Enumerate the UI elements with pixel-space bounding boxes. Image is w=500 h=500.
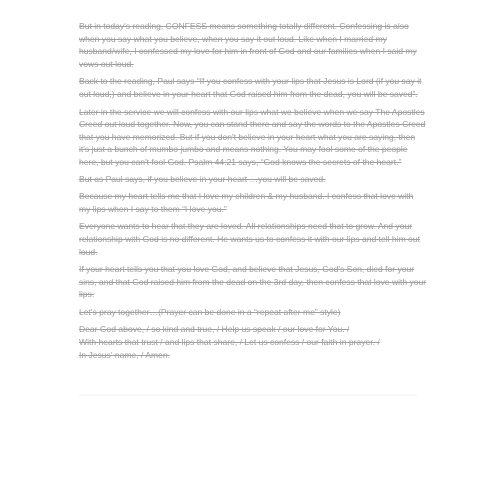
page-bottom-shadow (79, 394, 417, 397)
document-page (79, 20, 427, 398)
prayer-line-1: Dear God above, / so kind and true, / Help us speak / our love for You. / (79, 324, 350, 335)
paragraph-apostles-creed: Later in the service we will confess with our lips what we believe when we say The Apostles Creed out loud together. Now, you can stand there and say the words to the Apostles Creed that you have memorized. But if you don't believe in your heart what you are saying, then it's just a bunch of mumbo jumbo and means nothing. You may fool some of the people here, but you can't fool God. Psalm 44:21 says, “God knows the secrets of the heart.” (79, 106, 426, 167)
paragraph-confess-meaning: But in today's reading, CONFESS means something totally different. Confessing is also when you say what you believe, when you say it out loud. Like when I married my husband/wife, I confessed my love for him in front of God and our families when I said my vows out loud. (79, 21, 417, 69)
prayer-line-3: In Jesus' name, / Amen. (79, 349, 170, 360)
paragraph-love-children: Because my heart tells me that I love my children & my husband. I confess that love with my lips when I say to them “I love you.” (79, 191, 414, 214)
paragraph-lets-pray: Let's pray together…(Prayer can be done in a “repeat after me” style) (79, 306, 341, 317)
paragraph-heart-tells-you: If your heart tells you that you love God, and believe that Jesus, God's Son, died for your sins, and that God raised him from the dead on the 3rd day, then confess that love with your lips. (79, 264, 427, 300)
paragraph-everyone-loved: Everyone wants to hear that they are loved. All relationships need that to grow. And your relationship with God is no different. He wants us to confess it with our lips and tell him out loud. (79, 221, 420, 257)
paragraph-paul-says: Back to the reading, Paul says “If you confess with your lips that Jesus is Lord (if you say it out loud,) and believe in your heart that God raised him from the dead, you will be saved”. (79, 76, 422, 99)
prayer-block (79, 323, 427, 361)
paragraph-believe-in-heart: But as Paul says, if you believe in your heart …you will be saved. (79, 173, 326, 184)
prayer-line-2: With hearts that trust / and lips that share, / Let us confess / our faith in prayer. / (79, 337, 380, 348)
